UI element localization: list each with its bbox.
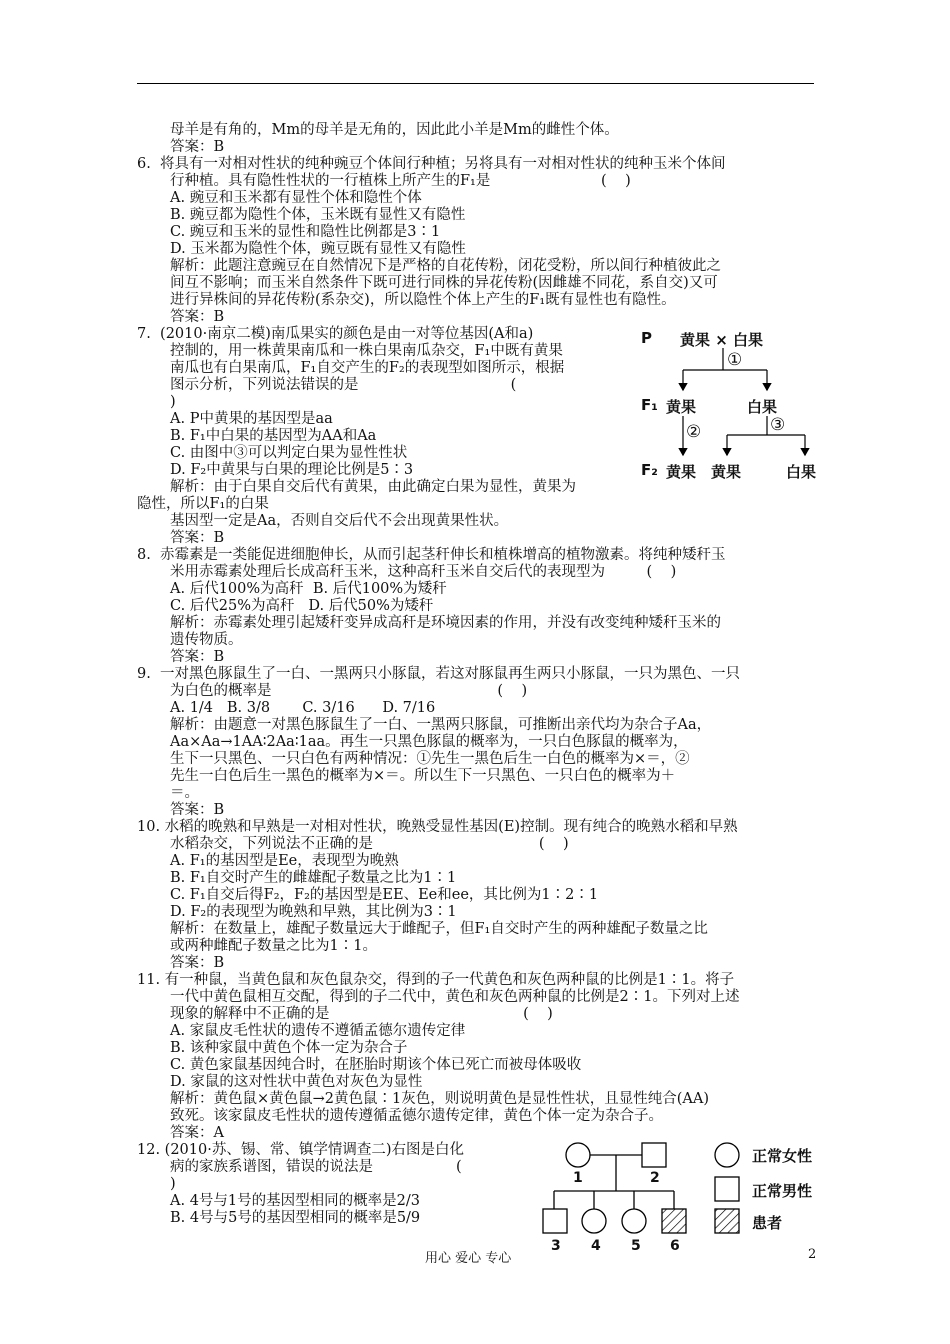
text-line: 12. (2010·苏、锡、常、镇学情调查二)右图是白化 (137, 1142, 464, 1158)
text-line: A. 家鼠皮毛性状的遗传不遵循孟德尔遗传定律 (170, 1023, 466, 1039)
text-line: 解析：此题注意豌豆在自然情况下是严格的自花传粉，闭花受粉，所以间行种植彼此之 (170, 258, 721, 274)
text-line: C. 黄色家鼠基因纯合时，在胚胎时期该个体已死亡而被母体吸收 (170, 1057, 582, 1073)
text-line: 答案：A (170, 1125, 224, 1141)
pedigree-2-male (642, 1143, 666, 1167)
text-line: A. 1/4 B. 3/8 C. 3/16 D. 7/16 (170, 700, 436, 716)
pedigree-num-6: 6 (670, 1238, 680, 1254)
step-3-marker: ③ (770, 415, 786, 435)
p-cross: 黄果 × 白果 (680, 331, 764, 349)
pedigree-num-4: 4 (591, 1238, 601, 1254)
text-line: 解析：由题意一对黑色豚鼠生了一白、一黑两只豚鼠，可推断出亲代均为杂合子Aa， (170, 717, 712, 733)
legend-female-label: 正常女性 (752, 1147, 813, 1165)
text-line: D. F₂中黄果与白果的理论比例是5∶3 (170, 462, 414, 478)
pedigree-num-5: 5 (631, 1238, 641, 1254)
text-line: 母羊是有角的，Mm的母羊是无角的，因此此小羊是Mm的雌性个体。 (170, 122, 619, 138)
text-line: 隐性，所以F₁的白果 (137, 496, 269, 512)
text-line: A. 4号与1号的基因型相同的概率是2/3 (170, 1193, 420, 1209)
f2-yellow-b: 黄果 (711, 463, 742, 481)
text-line: C. 豌豆和玉米的显性和隐性比例都是3∶1 (170, 224, 441, 240)
text-line: 图示分析，下列说法错误的是 ( (170, 377, 517, 393)
pedigree-3-male (543, 1209, 567, 1233)
text-line: 生下一只黑色、一只白色有两种情况：①先生一黑色后生一白色的概率为×＝，② (170, 751, 690, 767)
legend-female-symbol (715, 1143, 739, 1167)
text-line: 答案：B (170, 955, 225, 971)
text-line: 间互不影响；而玉米自然条件下既可进行同株的异花传粉(因雌雄不同花，系自交)又可 (170, 275, 718, 291)
text-line: 7. (2010·南京二模)南瓜果实的颜色是由一对等位基因(A和a) (137, 326, 534, 342)
text-line: 南瓜也有白果南瓜，F₁自交产生的F₂的表现型如图所示，根据 (170, 360, 565, 376)
text-line: 为白色的概率是 ( ) (170, 683, 528, 699)
text-line: 答案：B (170, 139, 225, 155)
footer-slogan: 用心 爱心 专心 (425, 1251, 512, 1266)
step-1-marker: ① (727, 350, 743, 370)
text-line: 解析：赤霉素处理引起矮秆变异成高秆是环境因素的作用，并没有改变纯种矮秆玉米的 (170, 615, 721, 631)
text-line: A. 豌豆和玉米都有显性个体和隐性个体 (170, 190, 422, 206)
text-line: B. 豌豆都为隐性个体，玉米既有显性又有隐性 (170, 207, 466, 223)
text-line: Aa×Aa→1AA∶2Aa∶1aa。再生一只黑色豚鼠的概率为，一只白色豚鼠的概率为， (170, 734, 688, 750)
text-line: 解析：由于白果自交后代有黄果，由此确定白果为显性，黄果为 (170, 479, 576, 495)
text-line: 一代中黄色鼠相互交配，得到的子二代中，黄色和灰色两种鼠的比例是2∶1。下列对上述 (170, 989, 740, 1005)
pedigree-4-female (582, 1209, 606, 1233)
text-line: B. F₁中白果的基因型为AA和Aa (170, 428, 377, 444)
text-line: ) (170, 394, 176, 410)
step-2-marker: ② (686, 422, 702, 442)
legend-patient-label: 患者 (752, 1214, 783, 1232)
text-line: D. F₂的表现型为晚熟和早熟，其比例为3∶1 (170, 904, 457, 920)
text-line: 解析：黄色鼠×黄色鼠→2黄色鼠∶1灰色，则说明黄色是显性性状，且显性纯合(AA) (170, 1091, 710, 1107)
pedigree-6-patient (662, 1209, 686, 1233)
text-line: 9. 一对黑色豚鼠生了一白、一黑两只小豚鼠，若这对豚鼠再生两只小豚鼠，一只为黑色、一只 (137, 666, 741, 682)
text-line: 8. 赤霉素是一类能促进细胞伸长，从而引起茎秆伸长和植株增高的植物激素。将纯种矮秆玉 (137, 547, 726, 563)
legend-patient-symbol (715, 1209, 739, 1233)
pedigree-5-female (622, 1209, 646, 1233)
text-line: 答案：B (170, 530, 225, 546)
page-number: 2 (808, 1247, 817, 1262)
text-line: 11. 有一种鼠，当黄色鼠和灰色鼠杂交，得到的子一代黄色和灰色两种鼠的比例是1∶1。将子 (137, 972, 735, 988)
text-line: 答案：B (170, 802, 225, 818)
f1-white: 白果 (747, 398, 778, 416)
text-line: ) (170, 1176, 176, 1192)
text-line: 遗传物质。 (170, 632, 243, 648)
text-line: 或两种雌配子数量之比为1∶1。 (170, 938, 377, 954)
text-line: 行种植。具有隐性性状的一行植株上所产生的F₁是 ( ) (170, 173, 631, 189)
text-line: C. 由图中③可以判定白果为显性性状 (170, 445, 408, 461)
text-line: B. 该种家鼠中黄色个体一定为杂合子 (170, 1040, 408, 1056)
text-line: D. 玉米都为隐性个体，豌豆既有显性又有隐性 (170, 241, 466, 257)
f1-label: F₁ (641, 396, 658, 414)
pedigree-num-2: 2 (650, 1170, 660, 1186)
text-line: 基因型一定是Aa，否则自交后代不会出现黄果性状。 (170, 513, 509, 529)
f1-yellow: 黄果 (666, 398, 697, 416)
text-line: ＝。 (170, 785, 199, 801)
text-line: 现象的解释中不正确的是 ( ) (170, 1006, 553, 1022)
f2-yellow-a: 黄果 (666, 463, 697, 481)
text-line: A. F₁的基因型是Ee，表现型为晚熟 (170, 853, 399, 869)
text-line: A. P中黄果的基因型是aa (170, 411, 333, 427)
text-line: B. 4号与5号的基因型相同的概率是5/9 (170, 1210, 421, 1226)
text-line: 米用赤霉素处理后长成高秆玉米，这种高秆玉米自交后代的表现型为 ( ) (170, 564, 677, 580)
legend-male-label: 正常男性 (752, 1182, 813, 1200)
text-line: 答案：B (170, 649, 225, 665)
text-line: 水稻杂交，下列说法不正确的是 ( ) (170, 836, 569, 852)
text-line: 致死。该家鼠皮毛性状的遗传遵循孟德尔遗传定律，黄色个体一定为杂合子。 (170, 1108, 663, 1124)
pedigree-num-1: 1 (573, 1170, 583, 1186)
text-line: 进行异株间的异花传粉(系杂交)，所以隐性个体上产生的F₁既有显性也有隐性。 (170, 292, 676, 308)
text-line: 病的家族系谱图，错误的说法是 ( (170, 1159, 462, 1175)
text-line: 答案：B (170, 309, 225, 325)
text-line: 6. 将具有一对相对性状的纯种豌豆个体间行种植；另将具有一对相对性状的纯种玉米个体间 (137, 156, 726, 172)
p-label: P (641, 329, 652, 347)
pedigree-num-3: 3 (551, 1238, 561, 1254)
text-line: C. 后代25%为高秆 D. 后代50%为矮秆 (170, 598, 434, 614)
text-line: D. 家鼠的这对性状中黄色对灰色为显性 (170, 1074, 423, 1090)
text-line: 先生一白色后生一黑色的概率为×＝。所以生下一只黑色、一只白色的概率为＋ (170, 768, 676, 784)
legend-male-symbol (715, 1177, 739, 1201)
text-line: C. F₁自交后得F₂，F₂的基因型是EE、Ee和ee，其比例为1∶2∶1 (170, 887, 599, 903)
f2-label: F₂ (641, 461, 658, 479)
text-line: A. 后代100%为高秆 B. 后代100%为矮秆 (170, 581, 447, 597)
text-line: 解析：在数量上，雄配子数量远大于雌配子，但F₁自交时产生的两种雄配子数量之比 (170, 921, 708, 937)
text-line: 10. 水稻的晚熟和早熟是一对相对性状，晚熟受显性基因(E)控制。现有纯合的晚熟水稻和早熟 (137, 819, 738, 835)
text-line: B. F₁自交时产生的雌雄配子数量之比为1∶1 (170, 870, 457, 886)
f2-white: 白果 (786, 463, 817, 481)
text-line: 控制的，用一株黄果南瓜和一株白果南瓜杂交，F₁中既有黄果 (170, 343, 563, 359)
pedigree-1-female (566, 1143, 590, 1167)
